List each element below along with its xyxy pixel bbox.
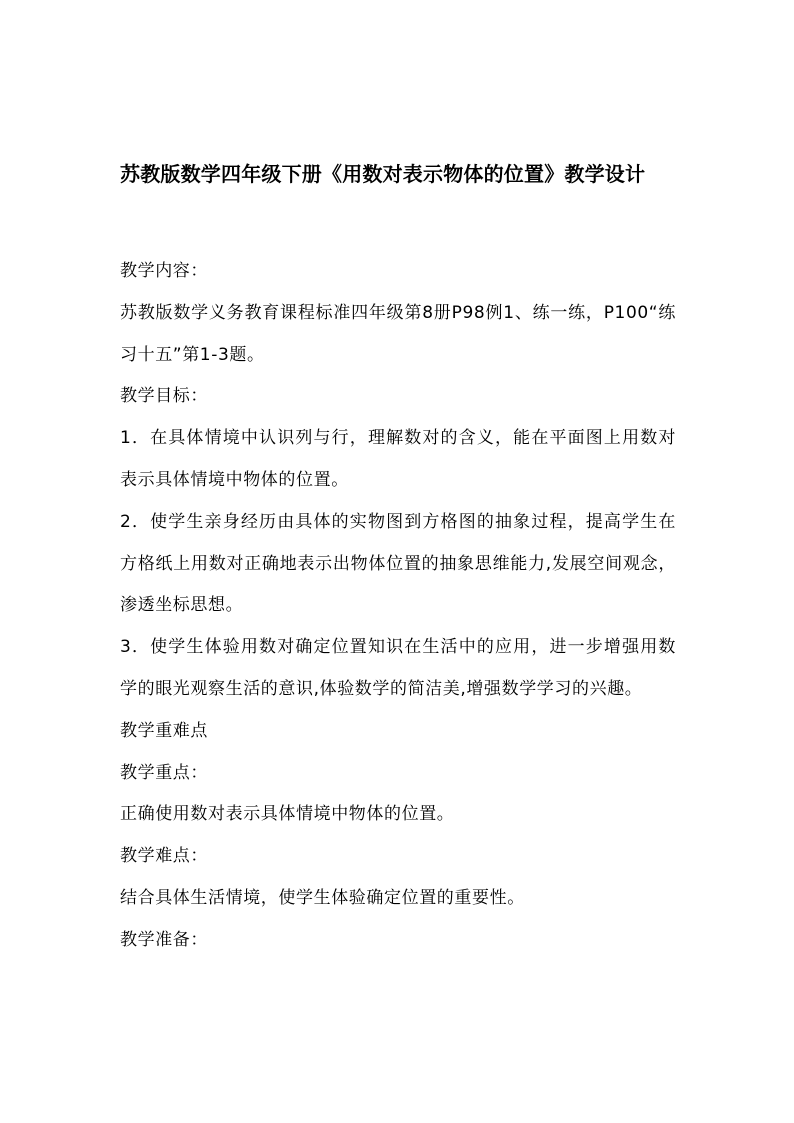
section-heading-preparation: 教学准备：	[120, 929, 208, 950]
section-heading-key-points: 教学重点：	[120, 762, 208, 783]
objective-item-2: 2．使学生亲身经历由具体的实物图到方格图的抽象过程，提高学生在方格纸上用数对正确地表示出物体位置的抽象思维能力,发展空间观念，渗透坐标思想。	[120, 511, 676, 616]
section-heading-difficult-points: 教学难点：	[120, 846, 208, 867]
section-heading-objectives: 教学目标：	[120, 386, 208, 407]
objective-item-1: 1．在具体情境中认识列与行，理解数对的含义，能在平面图上用数对表示具体情境中物体的位置。	[120, 428, 676, 490]
section-heading-content: 教学内容：	[120, 261, 208, 281]
content-paragraph: 苏教版数学义务教育课程标准四年级第8册P98例1、练一练，P100“练习十五”第1-3题。	[120, 302, 676, 365]
document-title: 苏教版数学四年级下册《用数对表示物体的位置》教学设计	[120, 162, 646, 186]
difficult-point-paragraph: 结合具体生活情境，使学生体验确定位置的重要性。	[120, 887, 525, 908]
key-point-paragraph: 正确使用数对表示具体情境中物体的位置。	[120, 804, 455, 825]
section-heading-key-difficult-points: 教学重难点	[120, 720, 208, 741]
document-body	[120, 251, 676, 962]
objective-item-3: 3．使学生体验用数对确定位置知识在生活中的应用，进一步增强用数学的眼光观察生活的意识,体验数学的简洁美,增强数学学习的兴趣。	[120, 637, 676, 699]
